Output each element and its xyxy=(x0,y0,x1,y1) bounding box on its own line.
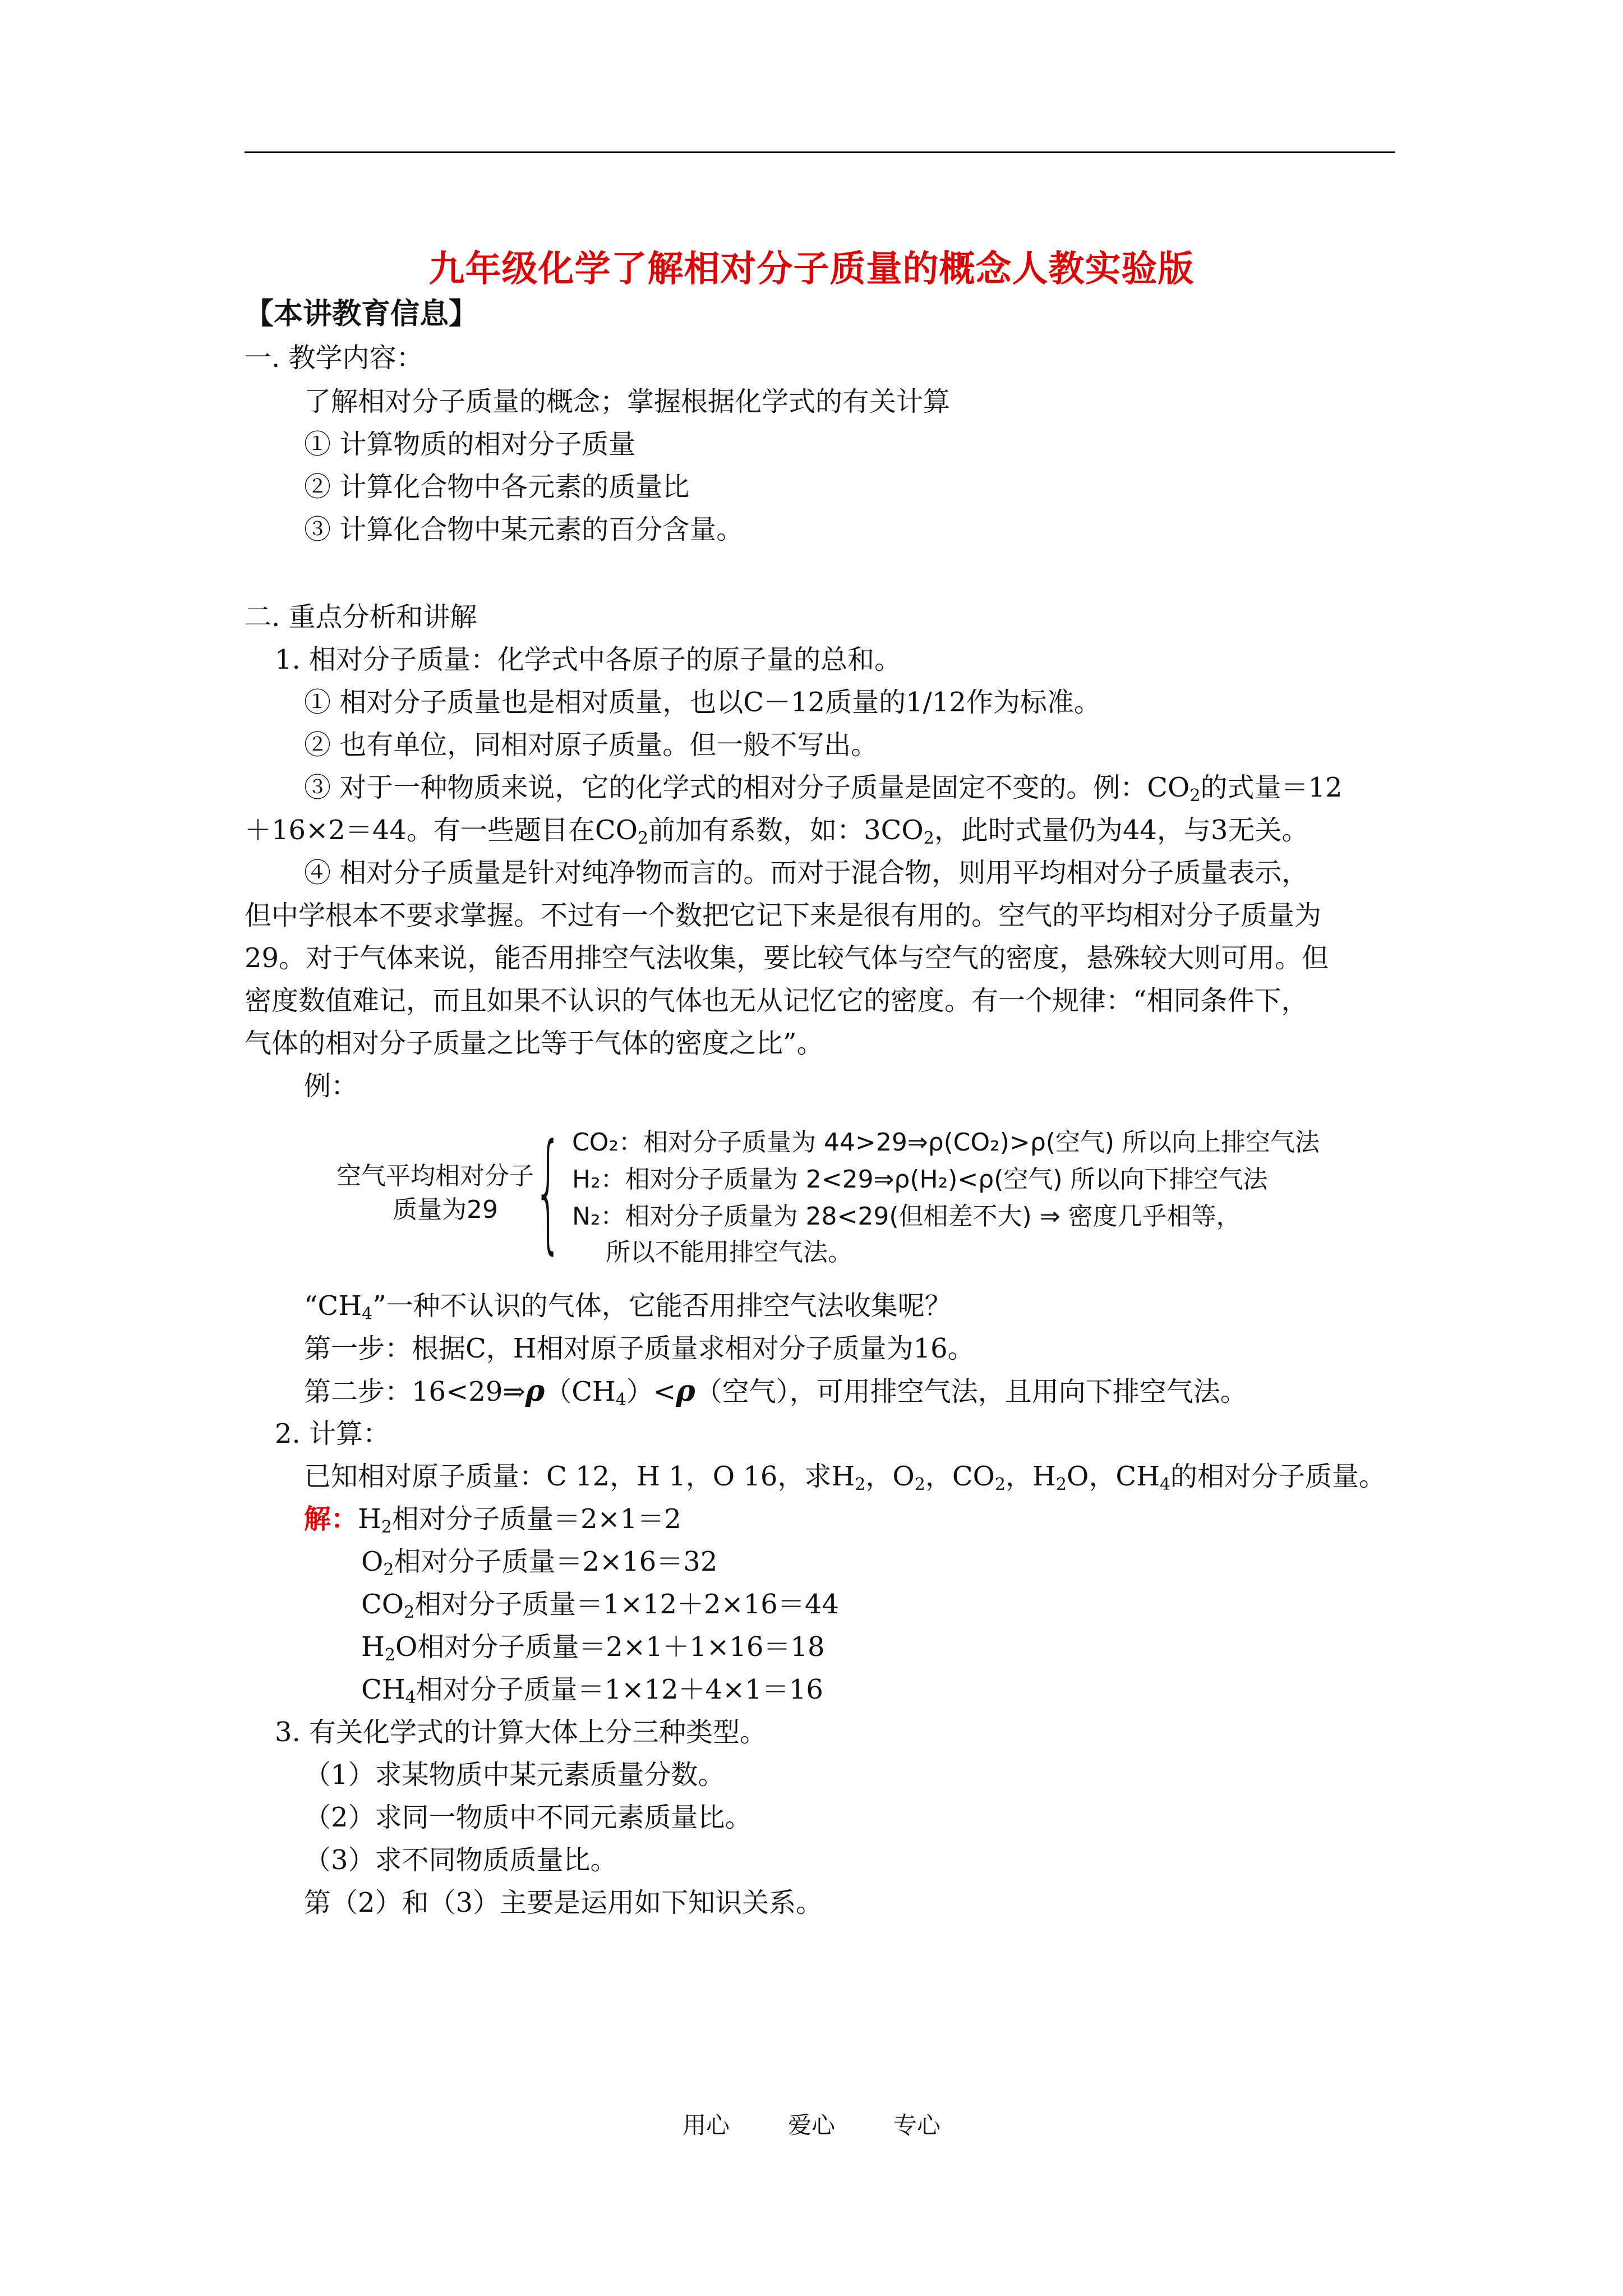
figure-left-line2: 质量为29 xyxy=(393,1195,498,1224)
example-label: 例： xyxy=(304,1070,358,1102)
p1-item-1: ① 相对分子质量也是相对质量，也以C－12质量的1/12作为标准。 xyxy=(304,687,1101,718)
p1-item-3-line2: ＋16×2＝44。有一些题目在$CO_2$前加有系数，如：$3CO_2$，此时式量仍为44，与3无关。 xyxy=(245,815,1309,848)
ch4-step2: 第二步：$16<29\Rightarrow\rho(CH_4)<\rho$（空气），可用排空气法，且用向下排空气法。 xyxy=(304,1374,1247,1410)
calc-row-h2: 解：$H_2$相对分子质量＝2×1＝2 xyxy=(304,1503,681,1537)
sec1-intro: 了解相对分子质量的概念；掌握根据化学式的有关计算 xyxy=(304,386,951,417)
p1-item-4-line4: 密度数值难记，而且如果不认识的气体也无从记忆它的密度。有一个规律：“相同条件下， xyxy=(245,985,1308,1016)
sec1-heading: 一. 教学内容： xyxy=(245,342,423,374)
ch4-question: “$CH_4$”一种不认识的气体，它能否用排空气法收集呢？ xyxy=(304,1290,952,1324)
footer-item-1: 用心 xyxy=(682,2111,730,2139)
density-comparison-figure xyxy=(336,1117,1402,1279)
page-title: 九年级化学了解相对分子质量的概念人教实验版 xyxy=(428,249,1195,290)
types-item-1: （1）求某物质中某元素质量分数。 xyxy=(304,1759,725,1791)
answer-label: 解： xyxy=(304,1503,358,1535)
p1-item-4-line5: 气体的相对分子质量之比等于气体的密度之比”。 xyxy=(245,1028,824,1059)
figure-row-h2: H₂：相对分子质量为 2<29⇒ρ(H₂)<ρ(空气) 所以向下排空气法 xyxy=(572,1165,1268,1194)
p1-item-4-line3: 29。对于气体来说，能否用排空气法收集，要比较气体与空气的密度，悬殊较大则可用。但 xyxy=(245,942,1329,974)
p1-heading: 1. 相对分子质量：化学式中各原子的原子量的总和。 xyxy=(275,644,902,675)
sec2-heading: 二. 重点分析和讲解 xyxy=(245,601,477,633)
types-item-3: （3）求不同物质质量比。 xyxy=(304,1844,617,1876)
calc-row-o2: $O_2$相对分子质量＝2×16＝32 xyxy=(361,1546,718,1580)
calc-row-h2o: $H_2O$相对分子质量＝2×1＋1×16＝18 xyxy=(361,1631,825,1665)
ch4-step1: 第一步：根据C，H相对原子质量求相对分子质量为16。 xyxy=(304,1333,975,1364)
sec1-item-2: ② 计算化合物中各元素的质量比 xyxy=(304,471,690,503)
figure-row-n2: N₂：相对分子质量为 28<29(但相差不大) ⇒ 密度几乎相等， xyxy=(572,1202,1241,1231)
types-heading: 3. 有关化学式的计算大体上分三种类型。 xyxy=(275,1717,767,1748)
figure-row-co2: CO₂：相对分子质量为 44>29⇒ρ(CO₂)>ρ(空气) 所以向上排空气法 xyxy=(572,1128,1320,1157)
page-footer xyxy=(0,2107,1623,2141)
section-heading: 【本讲教育信息】 xyxy=(245,297,478,331)
p1-item-4-line2: 但中学根本不要求掌握。不过有一个数把它记下来是很有用的。空气的平均相对分子质量为 xyxy=(245,900,1322,931)
p1-item-3-line1: ③ 对于一种物质来说，它的化学式的相对分子质量是固定不变的。例：$CO_2$的式量＝12 xyxy=(304,772,1343,806)
calc-heading: 2. 计算： xyxy=(275,1418,390,1450)
header-rule xyxy=(245,151,1395,153)
sec1-item-3: ③ 计算化合物中某元素的百分含量。 xyxy=(304,514,744,545)
footer-item-3: 专心 xyxy=(893,2111,941,2139)
types-item-2: （2）求同一物质中不同元素质量比。 xyxy=(304,1802,752,1833)
calc-given: 已知相对原子质量：C 12，H 1，O 16，求$H_2$，$O_2$，$CO_2$，$H_2O$，$CH_4$的相对分子质量。 xyxy=(304,1461,1386,1494)
brace-icon: { xyxy=(534,1117,563,1267)
types-note: 第（2）和（3）主要是运用如下知识关系。 xyxy=(304,1887,823,1918)
footer-item-2: 爱心 xyxy=(787,2111,835,2139)
p1-item-2: ② 也有单位，同相对原子质量。但一般不写出。 xyxy=(304,729,878,761)
sec1-item-1: ① 计算物质的相对分子质量 xyxy=(304,429,636,460)
calc-row-ch4: $CH_4$相对分子质量＝1×12＋4×1＝16 xyxy=(361,1674,823,1708)
calc-row-co2: $CO_2$相对分子质量＝1×12＋2×16＝44 xyxy=(361,1589,839,1622)
p1-item-4-line1: ④ 相对分子质量是针对纯净物而言的。而对于混合物，则用平均相对分子质量表示， xyxy=(304,857,1309,889)
figure-left-line1: 空气平均相对分子 xyxy=(336,1162,534,1190)
figure-row-n2-conclusion: 所以不能用排空气法。 xyxy=(606,1238,852,1267)
